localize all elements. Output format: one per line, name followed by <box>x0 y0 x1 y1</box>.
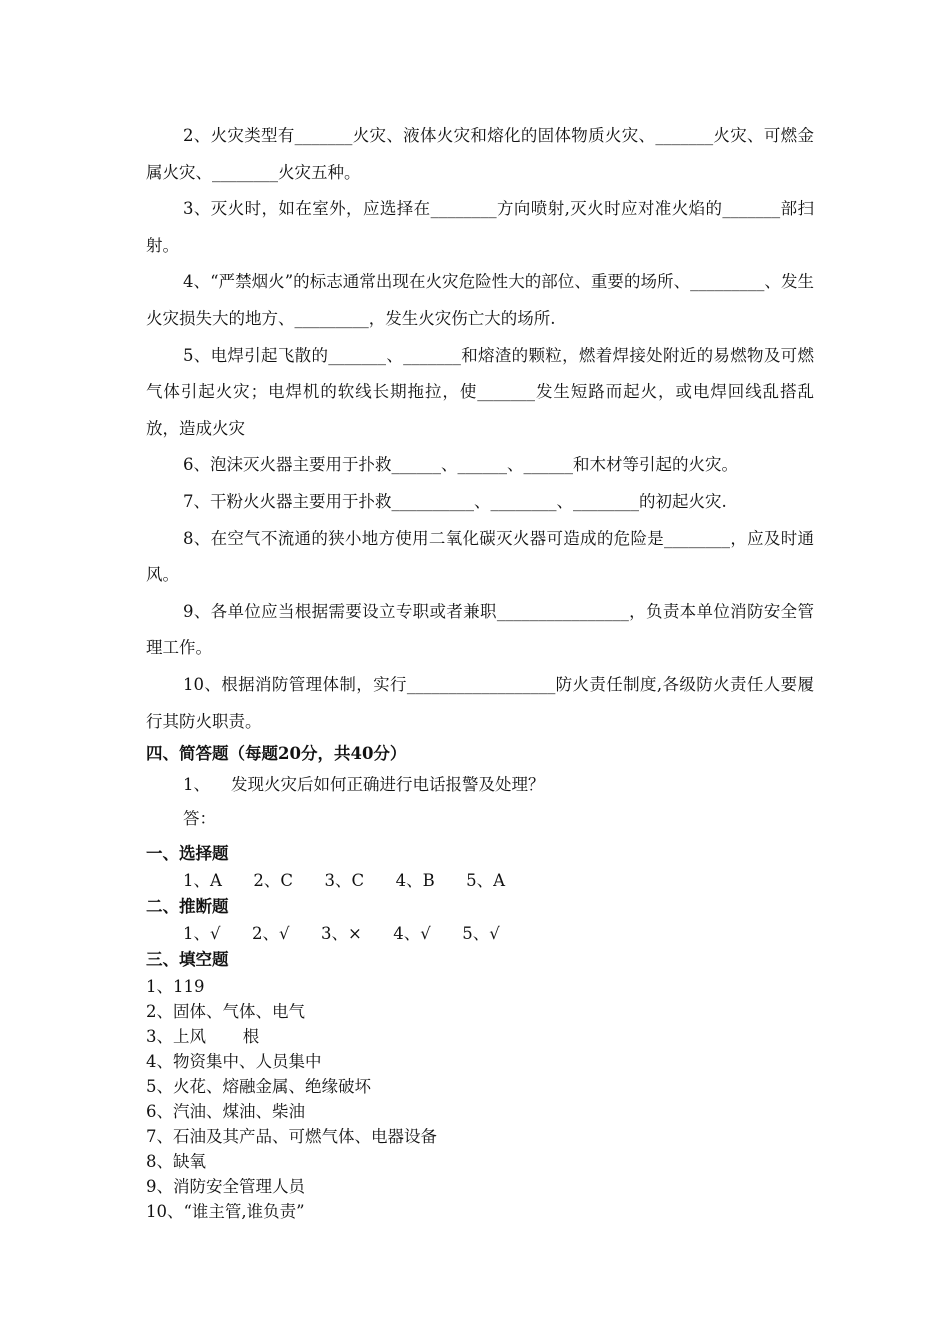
fill-answer-9: 9、消防安全管理人员 <box>146 1177 305 1197</box>
question-10: 10、根据消防管理体制，实行__________________防火责任制度,各级防火责任人要履行其防火职责。 <box>146 674 814 731</box>
answers-section-1-heading: 一、选择题 <box>146 844 229 864</box>
document-page <box>146 118 814 1224</box>
answers-section-3-heading: 三、填空题 <box>146 950 229 970</box>
question-5: 5、电焊引起飞散的_______、_______和熔渣的颗粒，燃着焊接处附近的易燃物及可燃气体引起火灾；电焊机的软线长期拖拉，使_______发生短路而起火，或电焊回线乱搭乱放，造成火灾 <box>146 345 814 438</box>
question-4: 4、“严禁烟火”的标志通常出现在火灾危险性大的部位、重要的场所、_________、发生火灾损失大的地方、_________，发生火灾伤亡大的场所. <box>146 272 814 328</box>
fill-answer-1: 1、119 <box>146 977 205 997</box>
answers-section-1-row: 1、A 2、C 3、C 4、B 5、A <box>183 871 506 891</box>
fill-answer-5: 5、火花、熔融金属、绝缘破坏 <box>146 1077 371 1097</box>
question-2: 2、火灾类型有_______火灾、液体火灾和熔化的固体物质火灾、_______火灾、可燃金属火灾、________火灾五种。 <box>146 126 814 182</box>
answers-section-2-heading: 二、推断题 <box>146 897 229 917</box>
fill-answer-6: 6、汽油、煤油、柴油 <box>146 1102 305 1122</box>
section-4-heading: 四、简答题（每题20分，共40分） <box>146 744 407 764</box>
question-3: 3、灭火时，如在室外，应选择在________方向喷射,灭火时应对准火焰的_______部扫射。 <box>146 199 814 255</box>
short-answer-question-1: 1、 发现火灾后如何正确进行电话报警及处理？ <box>183 775 545 795</box>
question-8: 8、在空气不流通的狭小地方使用二氧化碳灭火器可造成的危险是________，应及时通风。 <box>146 528 814 585</box>
fill-answer-8: 8、缺氧 <box>146 1152 206 1172</box>
question-7: 7、干粉火火器主要用于扑救__________、________、________的初起火灾. <box>183 491 727 511</box>
fill-answer-3: 3、上风 根 <box>146 1027 260 1047</box>
fill-answer-7: 7、石油及其产品、可燃气体、电器设备 <box>146 1127 437 1147</box>
question-6: 6、泡沫灭火器主要用于扑救______、______、______和木材等引起的火灾。 <box>183 455 738 475</box>
fill-answer-2: 2、固体、气体、电气 <box>146 1002 305 1022</box>
fill-answer-4: 4、物资集中、人员集中 <box>146 1052 322 1072</box>
answer-label: 答： <box>183 809 216 829</box>
fill-answer-10: 10、“谁主管,谁负责” <box>146 1202 305 1222</box>
question-9: 9、各单位应当根据需要设立专职或者兼职________________，负责本单位消防安全管理工作。 <box>146 601 814 658</box>
answers-section-2-row: 1、√ 2、√ 3、× 4、√ 5、√ <box>183 924 500 944</box>
